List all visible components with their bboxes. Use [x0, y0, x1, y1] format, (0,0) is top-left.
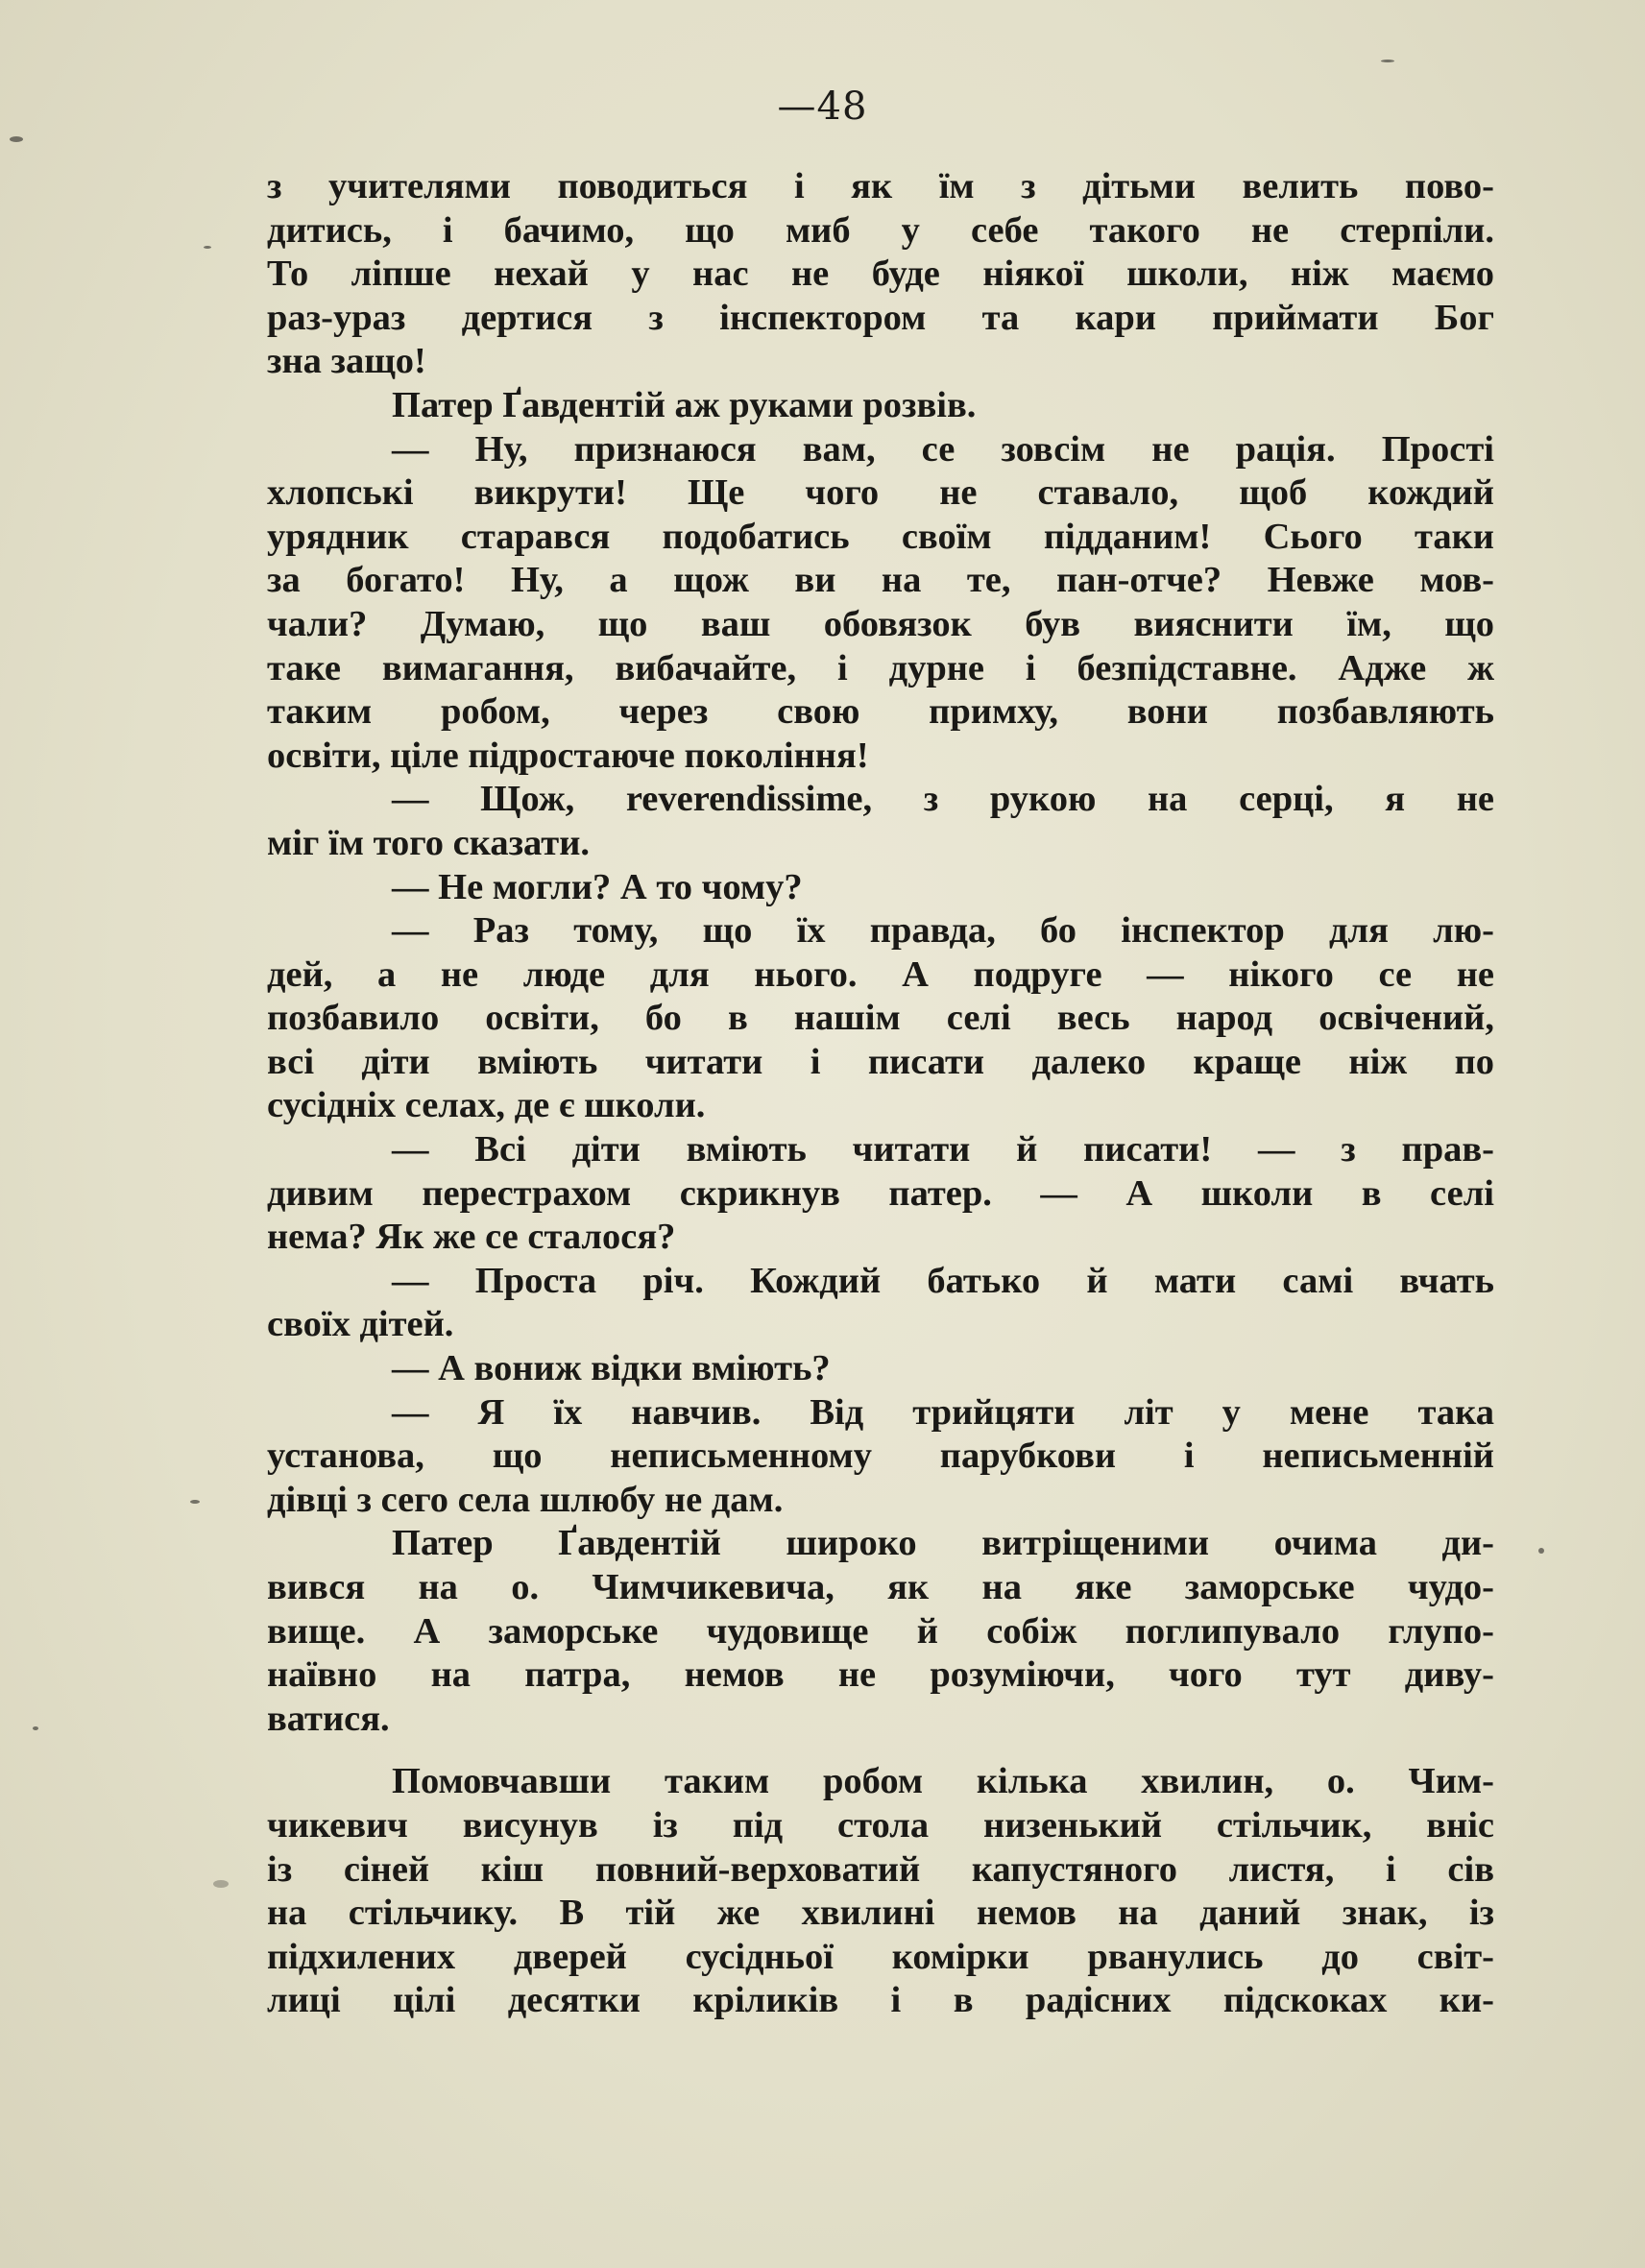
text-line: дивим перестрахом скрикнув патер. — А школи в селі [267, 1172, 1494, 1214]
print-speck [204, 246, 211, 249]
text-line: Помовчавши таким робом кілька хвилин, о. Чим- [392, 1761, 1494, 1802]
text-line: сусідніх селах, де є школи. [267, 1085, 706, 1126]
text-line: Патер Ґавдентій аж руками розвів. [392, 384, 977, 425]
print-speck [1538, 1548, 1544, 1554]
text-line: раз-ураз дертися з інспектором та кари приймати Бог [267, 297, 1494, 338]
text-line: чикевич висунув із під стола низенький стільчик, вніс [267, 1804, 1494, 1846]
text-line: зна защо! [267, 341, 426, 382]
text-line: на стільчику. В тій же хвилині немов на даний знак, із [267, 1893, 1494, 1934]
text-line: — Ну, признаюся вам, се зовсім не рація. Прості [392, 428, 1494, 470]
text-line: освіти, ціле підростаюче покоління! [267, 735, 869, 776]
text-line: з учителями поводиться і як їм з дітьми велить пово- [267, 166, 1494, 206]
text-line: міг їм того сказати. [267, 822, 591, 863]
text-line: дитись, і бачимо, що миб у себе такого не стерпіли. [267, 209, 1494, 251]
body-text [267, 165, 1494, 2023]
text-line: підхилених дверей сусідньої комірки рванулись до світ- [267, 1936, 1494, 1977]
print-speck [190, 1500, 200, 1504]
text-line: всі діти вміють читати і писати далеко краще ніж по [267, 1041, 1494, 1082]
text-line: таким робом, через свою примху, вони позбавляють [267, 691, 1494, 733]
text-line: ватися. [267, 1698, 390, 1739]
text-line: вився на о. Чимчикевича, як на яке заморське чудо- [267, 1567, 1494, 1607]
text-line: чали? Думаю, що ваш обовязок був вияснити їм, що [267, 603, 1494, 644]
print-speck [213, 1880, 229, 1888]
text-line: — Не могли? А то чому? [392, 866, 803, 907]
print-speck [33, 1726, 38, 1730]
text-line: за богато! Ну, а щож ви на те, пан-отче? Невже мов- [267, 560, 1494, 601]
text-line: хлопські викрути! Ще чого не ставало, щоб кождий [267, 472, 1494, 514]
print-speck [10, 136, 23, 142]
text-line: — Щож, reverendissime, з рукою на серці, я не [392, 779, 1494, 820]
text-line: установа, що неписьменному парубкови і неписьменній [267, 1436, 1494, 1477]
text-line: — Раз тому, що їх правда, бо інспектор для лю- [392, 910, 1494, 952]
text-line: наївно на патра, немов не розуміючи, чого тут диву- [267, 1654, 1494, 1696]
text-line: урядник старався подобатись своїм підданим! Сього таки [267, 516, 1494, 557]
page-number: —48 [777, 84, 868, 129]
text-line: — Проста річ. Кождий батько й мати самі вчать [392, 1260, 1494, 1301]
text-line: позбавило освіти, бо в нашім селі весь народ освічений, [267, 998, 1494, 1039]
text-line: із сіней кіш повний-верховатий капустяного листя, і сів [267, 1848, 1494, 1890]
text-line: вище. А заморське чудовище й собіж поглипувало глупо- [267, 1610, 1494, 1652]
text-line: своїх дітей. [267, 1304, 454, 1345]
text-line: То ліпше нехай у нас не буде ніякої школи, ніж маємо [267, 253, 1494, 295]
text-line: Патер Ґавдентій широко витріщеними очима ди- [392, 1523, 1494, 1564]
print-speck [1381, 60, 1394, 62]
text-line: — Всі діти вміють читати й писати! — з прав- [392, 1129, 1494, 1170]
text-line: лиці цілі десятки кріликів і в радісних підскоках ки- [267, 1980, 1494, 2021]
text-line: дей, а не люде для нього. А подруге — нікого се не [267, 953, 1494, 995]
text-line: дівці з сего села шлюбу не дам. [267, 1479, 784, 1520]
text-line: таке вимагання, вибачайте, і дурне і безпідставне. Адже ж [267, 647, 1494, 688]
text-line: — А вониж відки вміють? [392, 1348, 831, 1389]
text-line: — Я їх навчив. Від трийцяти літ у мене така [392, 1391, 1494, 1433]
text-line: нема? Як же се сталося? [267, 1217, 676, 1258]
